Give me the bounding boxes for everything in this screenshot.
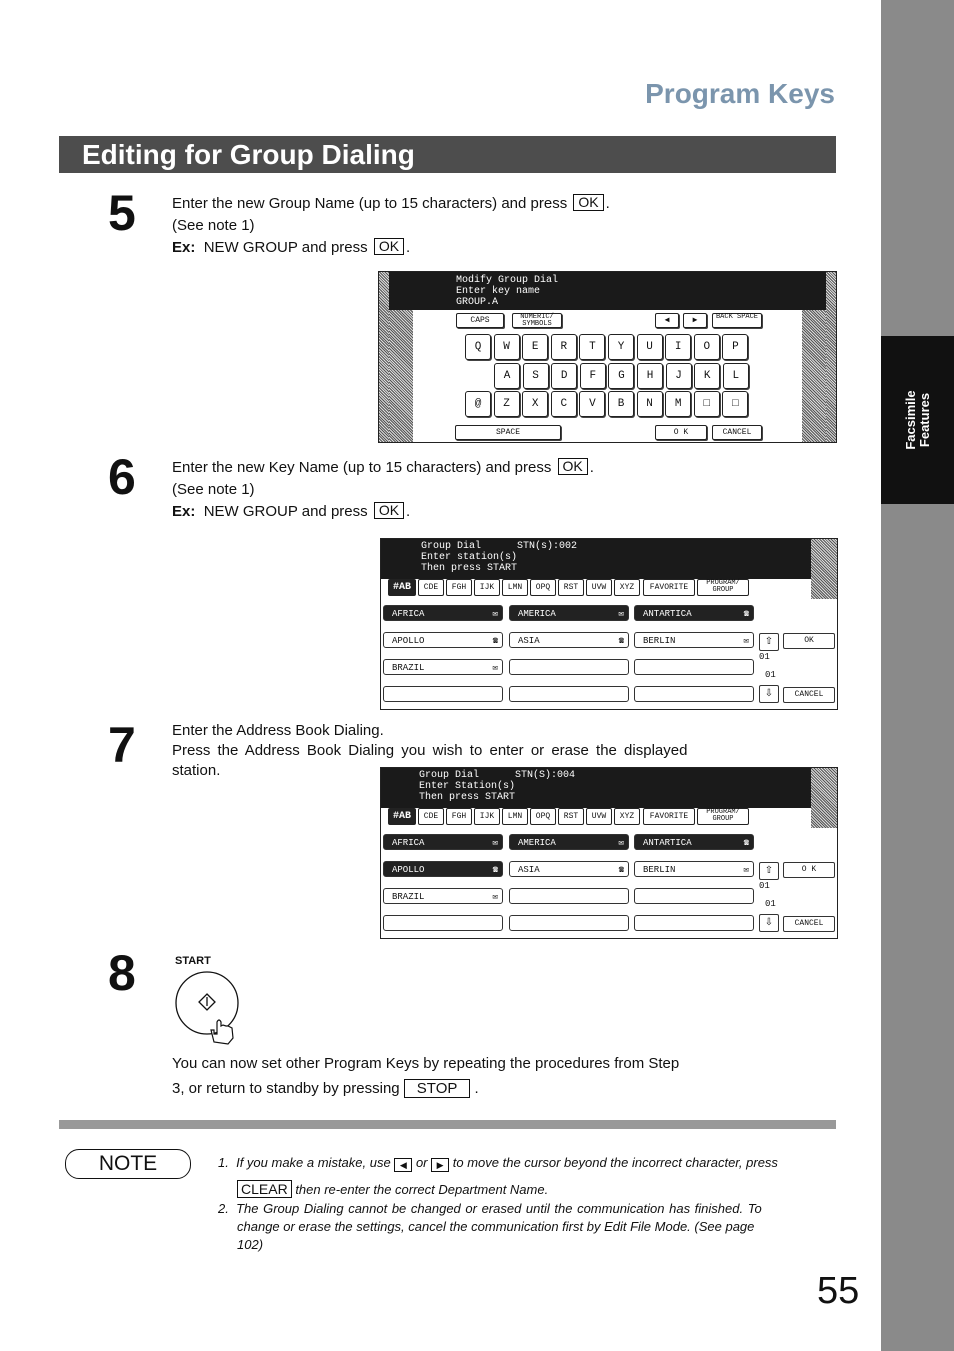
group-dial-screen — [380, 538, 838, 710]
ok-button[interactable]: O K — [655, 425, 707, 440]
note-1-cont: CLEAR then re-enter the correct Department Name. — [237, 1181, 548, 1199]
mail-icon: ✉ — [618, 609, 624, 619]
keyboard-key[interactable]: L — [723, 363, 749, 389]
left-arrow-icon: ◀ — [394, 1158, 412, 1172]
address-entry[interactable]: ASIA ☎ — [509, 861, 629, 877]
step-number: 8 — [108, 945, 136, 1001]
tab-8[interactable]: XYZ — [614, 579, 640, 596]
keyboard-screen — [378, 271, 837, 443]
step-text: Enter the new Group Name (up to 15 characters) and press OK . (See note 1) Ex: NEW GROUP and press OK . — [172, 194, 610, 256]
address-entry[interactable]: ANTARTICA ☎ — [634, 834, 754, 850]
address-entry[interactable] — [383, 915, 503, 931]
keyboard-key[interactable]: E — [522, 334, 548, 360]
ok-key: OK — [374, 502, 404, 519]
address-entry[interactable]: APOLLO ☎ — [383, 861, 503, 877]
ok-button[interactable]: OK — [783, 633, 835, 649]
keyboard-key[interactable]: @ — [465, 391, 491, 417]
address-entry[interactable]: ASIA ☎ — [509, 632, 629, 648]
chapter-title: Program Keys — [645, 78, 835, 109]
keyboard-key[interactable]: U — [637, 334, 663, 360]
keyboard-key[interactable]: N — [637, 391, 663, 417]
step-text: Enter the Address Book Dialing. Press the Address Book Dialing you wish to enter or erase the displayed station. — [172, 722, 688, 779]
tab-10[interactable]: PROGRAM/ GROUP — [697, 808, 749, 825]
mail-icon: ✉ — [492, 663, 498, 673]
keyboard-key[interactable]: P — [722, 334, 748, 360]
keyboard-key[interactable]: S — [523, 363, 549, 389]
page-number: 55 — [817, 1270, 860, 1312]
step-number: 7 — [108, 717, 136, 773]
scroll-up-icon[interactable]: ⇧ — [759, 862, 779, 880]
address-entry[interactable] — [634, 659, 754, 675]
screen-header: Group Dial STN(S):004 Enter Station(s) Then press START — [381, 768, 837, 808]
keyboard-key[interactable]: H — [637, 363, 663, 389]
ok-button[interactable]: O K — [783, 862, 835, 878]
address-entry[interactable] — [509, 686, 629, 702]
step-number: 6 — [108, 449, 136, 505]
mail-icon: ✉ — [618, 838, 624, 848]
phone-icon: ☎ — [618, 865, 624, 875]
keyboard-key[interactable]: J — [666, 363, 692, 389]
page-indicator-current: 01 — [759, 652, 770, 662]
keyboard-key[interactable]: V — [579, 391, 605, 417]
mail-icon: ✉ — [492, 609, 498, 619]
side-margin-bar — [881, 0, 954, 1351]
address-entry[interactable]: BERLIN ✉ — [634, 861, 754, 877]
keyboard-key[interactable]: B — [608, 391, 634, 417]
clear-key: CLEAR — [237, 1180, 292, 1198]
step-text: Enter the new Key Name (up to 15 characters) and press OK . (See note 1) Ex: NEW GROUP and press OK . — [172, 458, 594, 520]
step-text: You can now set other Program Keys by repeating the procedures from Step 3, or return to standby by pressing STOP . — [172, 1055, 680, 1097]
ok-key: OK — [558, 458, 588, 475]
note-label: NOTE — [65, 1149, 191, 1179]
phone-icon: ☎ — [618, 636, 624, 646]
keyboard-key[interactable]: D — [551, 363, 577, 389]
tab-4[interactable]: LMN — [502, 579, 528, 596]
caps-key[interactable]: CAPS — [456, 313, 504, 328]
tab-6[interactable]: RST — [558, 808, 584, 825]
keyboard-key[interactable]: K — [694, 363, 720, 389]
address-entry[interactable] — [634, 915, 754, 931]
tab-0[interactable]: #AB — [388, 579, 416, 596]
phone-icon: ☎ — [743, 609, 749, 619]
scroll-down-icon[interactable]: ⇩ — [759, 914, 779, 932]
side-tab-line1: Facsimile — [902, 390, 918, 450]
address-entry[interactable] — [383, 686, 503, 702]
tab-0[interactable]: #AB — [388, 808, 416, 825]
tab-5[interactable]: OPQ — [530, 579, 556, 596]
keyboard-key[interactable]: □ — [722, 391, 748, 417]
keyboard-key[interactable]: G — [608, 363, 634, 389]
tab-5[interactable]: OPQ — [530, 808, 556, 825]
keyboard-key[interactable]: □ — [694, 391, 720, 417]
mail-icon: ✉ — [743, 636, 749, 646]
cancel-button[interactable]: CANCEL — [783, 916, 835, 932]
tab-3[interactable]: IJK — [474, 808, 500, 825]
numeric-symbols-key[interactable]: NUMERIC/ SYMBOLS — [512, 313, 562, 328]
address-entry[interactable]: AMERICA ✉ — [509, 834, 629, 850]
keyboard-key[interactable]: W — [494, 334, 520, 360]
keyboard-key[interactable]: A — [494, 363, 520, 389]
address-entry[interactable]: AMERICA ✉ — [509, 605, 629, 621]
address-entry[interactable] — [509, 659, 629, 675]
ok-key: OK — [374, 238, 404, 255]
address-entry[interactable] — [509, 888, 629, 904]
ok-key: OK — [573, 194, 603, 211]
mail-icon: ✉ — [492, 838, 498, 848]
start-label: START — [175, 955, 211, 967]
keyboard-key[interactable]: Y — [608, 334, 634, 360]
phone-icon: ☎ — [743, 838, 749, 848]
tab-6[interactable]: RST — [558, 579, 584, 596]
section-title: Editing for Group Dialing — [82, 139, 415, 170]
phone-icon: ☎ — [492, 636, 498, 646]
address-entry[interactable]: BRAZIL ✉ — [383, 659, 503, 675]
keyboard-key[interactable]: X — [522, 391, 548, 417]
note-1: 1. If you make a mistake, use ◀ or ▶ to move the cursor beyond the incorrect character, press — [218, 1155, 778, 1170]
scroll-up-icon[interactable]: ⇧ — [759, 633, 779, 651]
screen-header: Group Dial STN(s):002 Enter station(s) Then press START — [381, 539, 837, 579]
stop-key: STOP — [404, 1079, 471, 1098]
page-indicator-total: 01 — [765, 899, 776, 909]
address-entry[interactable]: ANTARTICA ☎ — [634, 605, 754, 621]
side-tab-line2: Features — [916, 392, 932, 448]
tab-7[interactable]: UVW — [586, 808, 612, 825]
note-2-cont: change or erase the settings, cancel the communication first by Edit File Mode. (See page — [237, 1219, 755, 1234]
tab-9[interactable]: FAVORITE — [643, 808, 695, 825]
back-space-key[interactable]: BACK SPACE — [712, 313, 762, 328]
cancel-button[interactable]: CANCEL — [783, 687, 835, 703]
address-entry[interactable]: AFRICA ✉ — [383, 605, 503, 621]
start-button-icon — [170, 968, 250, 1050]
keyboard-key[interactable]: T — [579, 334, 605, 360]
screen-header: Modify Group Dial Enter key name GROUP.A — [389, 272, 826, 310]
side-section-tab — [881, 336, 954, 504]
keyboard-key[interactable]: M — [665, 391, 691, 417]
right-arrow-icon: ▶ — [431, 1158, 449, 1172]
tab-1[interactable]: CDE — [418, 808, 444, 825]
address-entry[interactable] — [634, 888, 754, 904]
address-entry[interactable]: APOLLO ☎ — [383, 632, 503, 648]
tab-2[interactable]: FGH — [446, 579, 472, 596]
left-arrow-key[interactable]: ◀ — [655, 313, 679, 328]
keyboard-key[interactable]: I — [665, 334, 691, 360]
tab-8[interactable]: XYZ — [614, 808, 640, 825]
right-arrow-key[interactable]: ▶ — [683, 313, 707, 328]
address-entry[interactable] — [509, 915, 629, 931]
note-2-cont: 102) — [237, 1237, 264, 1252]
tab-7[interactable]: UVW — [586, 579, 612, 596]
address-entry[interactable] — [634, 686, 754, 702]
keyboard-key[interactable]: Q — [465, 334, 491, 360]
cancel-button[interactable]: CANCEL — [712, 425, 762, 440]
keyboard-key[interactable]: R — [551, 334, 577, 360]
space-key[interactable]: SPACE — [455, 425, 561, 440]
step-number: 5 — [108, 185, 136, 241]
tab-2[interactable]: FGH — [446, 808, 472, 825]
tab-9[interactable]: FAVORITE — [643, 579, 695, 596]
divider — [59, 1120, 836, 1129]
note-2: 2. The Group Dialing cannot be changed or erased until the communication has finished. To — [218, 1201, 762, 1216]
group-dial-screen — [380, 767, 838, 939]
tab-3[interactable]: IJK — [474, 579, 500, 596]
keyboard-key[interactable]: Z — [494, 391, 520, 417]
scroll-down-icon[interactable]: ⇩ — [759, 685, 779, 703]
page-indicator-total: 01 — [765, 670, 776, 680]
keyboard-key[interactable]: F — [580, 363, 606, 389]
keyboard-key[interactable]: O — [694, 334, 720, 360]
address-entry[interactable]: BERLIN ✉ — [634, 632, 754, 648]
tab-1[interactable]: CDE — [418, 579, 444, 596]
address-entry[interactable]: AFRICA ✉ — [383, 834, 503, 850]
mail-icon: ✉ — [492, 892, 498, 902]
tab-4[interactable]: LMN — [502, 808, 528, 825]
page-indicator-current: 01 — [759, 881, 770, 891]
address-entry[interactable]: BRAZIL ✉ — [383, 888, 503, 904]
keyboard-key[interactable]: C — [551, 391, 577, 417]
mail-icon: ✉ — [743, 865, 749, 875]
section-banner — [59, 136, 836, 173]
phone-icon: ☎ — [492, 865, 498, 875]
tab-10[interactable]: PROGRAM/ GROUP — [697, 579, 749, 596]
